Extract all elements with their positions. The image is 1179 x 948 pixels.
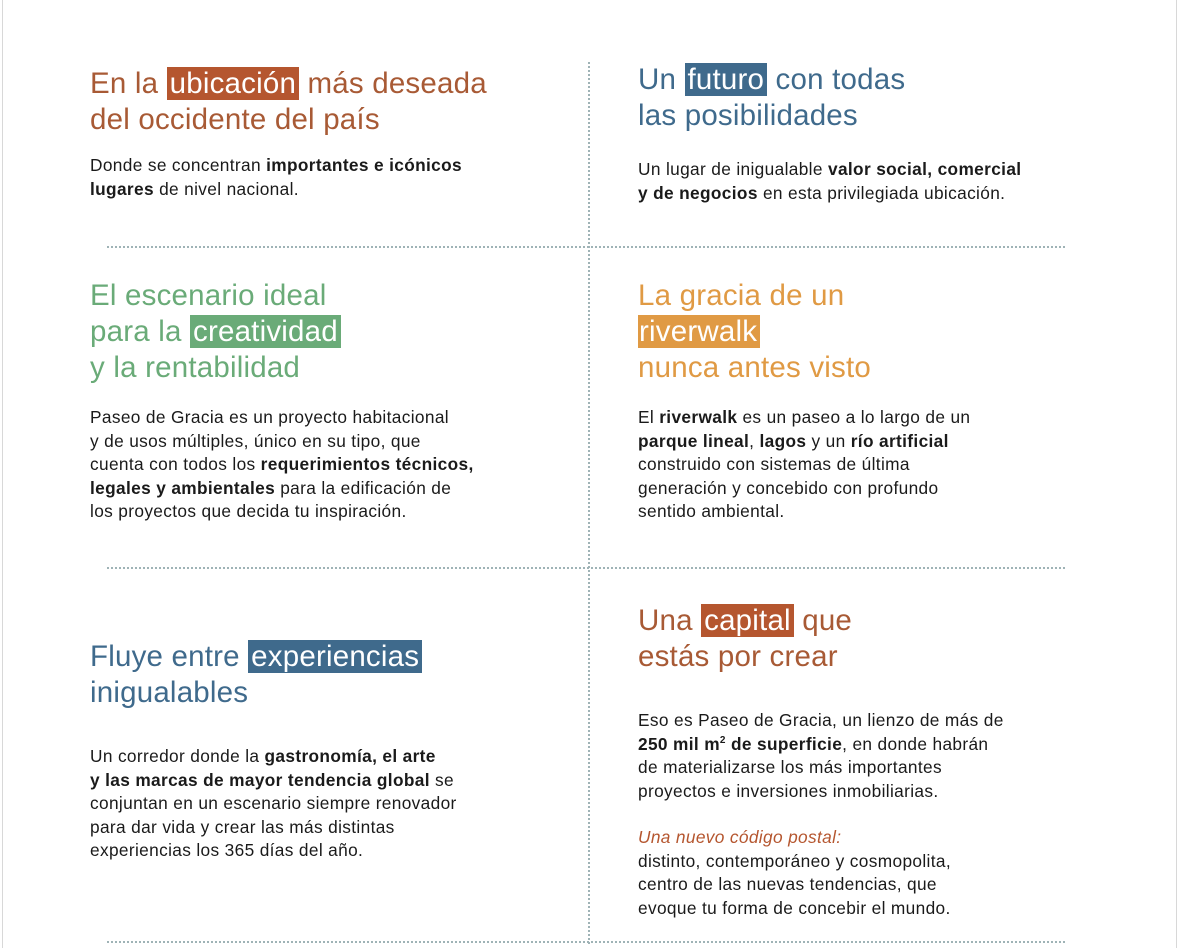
heading-text: nunca antes visto <box>638 351 871 384</box>
body-bold: importantes e icónicos <box>266 155 463 175</box>
section-heading <box>638 278 970 386</box>
section-body <box>90 154 487 201</box>
body-text: centro de las nuevas tendencias, que <box>638 874 937 894</box>
section-body <box>90 406 474 524</box>
body-text: evoque tu forma de concebir el mundo. <box>638 897 951 918</box>
body-text: en esta privilegiada ubicación. <box>757 182 1006 203</box>
body-bold: y las marcas de mayor tendencia global <box>90 769 430 790</box>
body-bold: río artificial <box>850 430 949 451</box>
heading-highlight: futuro <box>685 63 768 96</box>
heading-text: más deseada <box>299 67 487 100</box>
body-text: Un lugar de inigualable <box>638 159 828 179</box>
heading-text: En la <box>90 67 167 100</box>
section-escenario <box>90 278 474 524</box>
body-bold: legales y ambientales <box>90 477 276 498</box>
section-futuro <box>638 62 1021 205</box>
horizontal-divider-3 <box>107 941 1065 943</box>
vertical-divider <box>588 62 590 944</box>
italic-subheading: Una nuevo código postal: <box>638 827 842 847</box>
section-heading <box>90 278 474 386</box>
horizontal-divider-1 <box>107 246 1065 248</box>
body-text: sentido ambiental. <box>638 501 785 521</box>
section-experiencias <box>90 639 457 863</box>
section-body <box>638 158 1021 205</box>
body-text: , en donde habrán <box>842 733 989 754</box>
heading-text: que <box>793 604 853 637</box>
body-text: Donde se concentran <box>90 155 267 175</box>
body-text: de nivel nacional. <box>153 178 299 199</box>
body-text: los proyectos que decida tu inspiración. <box>90 501 407 521</box>
heading-highlight: capital <box>701 604 794 637</box>
body-text: proyectos e inversiones inmobiliarias. <box>638 780 939 801</box>
body-text: Un corredor donde la <box>90 746 265 766</box>
body-text: se <box>429 769 454 790</box>
body-bold: parque lineal <box>638 430 750 451</box>
page-edge-left <box>2 0 3 948</box>
heading-text: estás por crear <box>638 640 838 673</box>
heading-text: inigualables <box>90 676 249 709</box>
heading-text: Un <box>638 63 685 96</box>
body-text: para dar vida y crear las más distintas <box>90 816 395 837</box>
body-text: conjuntan en un escenario siempre renovador <box>90 793 457 813</box>
body-text: experiencias los 365 días del año. <box>90 840 364 860</box>
body-text: Eso es Paseo de Gracia, un lienzo de más de <box>638 710 1004 730</box>
section-body-2 <box>638 826 1004 920</box>
body-bold: gastronomía, el arte <box>264 746 436 766</box>
body-bold: riverwalk <box>659 407 738 427</box>
body-text: El <box>638 407 660 427</box>
superscript: 2 <box>719 734 726 746</box>
body-text: construido con sistemas de última <box>638 454 910 474</box>
body-bold: lagos <box>759 430 807 451</box>
body-bold: 250 mil m <box>638 733 720 754</box>
heading-text: Una <box>638 604 702 637</box>
heading-highlight: ubicación <box>167 67 299 100</box>
horizontal-divider-2 <box>107 567 1065 569</box>
section-heading <box>638 603 1004 675</box>
page-edge-right <box>1176 0 1177 948</box>
body-text: Paseo de Gracia es un proyecto habitacional <box>90 407 449 427</box>
body-text: y un <box>806 430 851 451</box>
section-capital <box>638 603 1004 920</box>
section-heading <box>90 639 457 711</box>
body-text: distinto, contemporáneo y cosmopolita, <box>638 850 952 871</box>
body-text: , <box>749 430 760 451</box>
heading-text: las posibilidades <box>638 99 858 132</box>
heading-text: El escenario ideal <box>90 279 327 312</box>
section-ubicacion <box>90 66 487 201</box>
section-body <box>90 745 457 863</box>
body-text: es un paseo a lo largo de un <box>737 407 971 427</box>
heading-text: del occidente del país <box>90 103 380 136</box>
heading-text: La gracia de un <box>638 279 845 312</box>
body-text: y de usos múltiples, único en su tipo, que <box>90 430 421 451</box>
section-body <box>638 709 1004 803</box>
heading-highlight: creatividad <box>190 315 341 348</box>
body-text: para la edificación de <box>275 477 452 498</box>
heading-text: con todas <box>767 63 906 96</box>
section-heading <box>638 62 1021 134</box>
heading-highlight: experiencias <box>248 640 422 673</box>
body-bold: de superficie <box>725 733 843 754</box>
section-heading <box>90 66 487 138</box>
body-text: de materializarse los más importantes <box>638 757 942 777</box>
heading-text: y la rentabilidad <box>90 351 301 384</box>
body-text: generación y concebido con profundo <box>638 477 939 498</box>
body-bold: valor social, comercial <box>827 159 1022 179</box>
section-body <box>638 406 970 524</box>
heading-text: para la <box>90 315 190 348</box>
body-bold: y de negocios <box>638 182 758 203</box>
body-text: cuenta con todos los <box>90 454 261 474</box>
body-bold: lugares <box>90 178 154 199</box>
heading-text: Fluye entre <box>90 640 249 673</box>
section-riverwalk <box>638 278 970 524</box>
body-bold: requerimientos técnicos, <box>260 454 474 474</box>
heading-highlight: riverwalk <box>638 315 760 348</box>
